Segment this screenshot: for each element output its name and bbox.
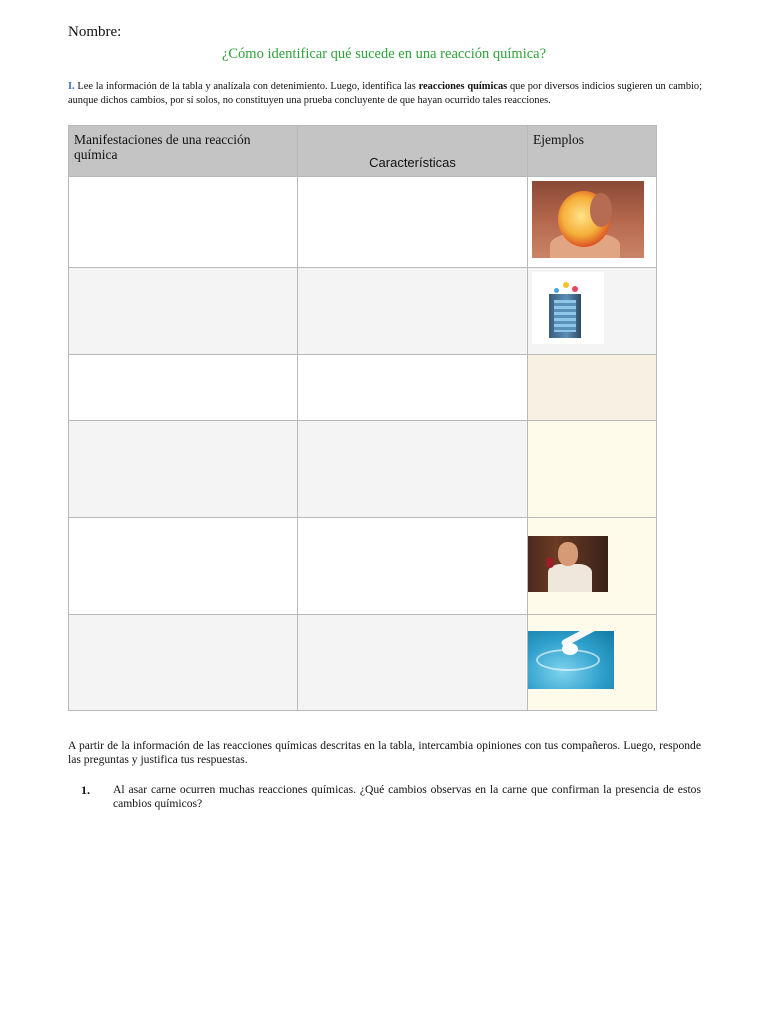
instructions-text-after: que por diversos indicios sugieren un cambio; aunque dichos cambios, por sí solos, no constituyen una prueba concluyente de que hayan ocurrido tales reacciones. (68, 81, 702, 106)
section-number: I. (68, 81, 75, 92)
characteristics-cell[interactable] (298, 518, 528, 615)
example-cell (528, 518, 657, 615)
header-caracteristicas: Características (298, 126, 528, 177)
table-row (69, 421, 657, 518)
instructions-text-before: Lee la información de la tabla y analízala con detenimiento. Luego, identifica las (74, 81, 419, 92)
characteristics-cell[interactable] (298, 421, 528, 518)
table-row (69, 355, 657, 421)
table-row (69, 518, 657, 615)
example-cell (528, 421, 657, 518)
name-label: Nombre: (68, 24, 122, 40)
battery-illustration (532, 272, 604, 344)
table-row (69, 177, 657, 268)
manifestation-cell[interactable] (69, 421, 298, 518)
page-title: ¿Cómo identificar qué sucede en una reacción química? (221, 46, 547, 62)
characteristics-cell[interactable] (298, 615, 528, 711)
manifestation-cell[interactable] (69, 268, 298, 355)
apple-photo (532, 181, 644, 258)
characteristics-cell[interactable] (298, 177, 528, 268)
characteristics-cell[interactable] (298, 268, 528, 355)
table-header-row (69, 126, 657, 177)
example-cell (528, 355, 657, 421)
reactions-table (68, 125, 657, 711)
instructions-bold: reacciones químicas (418, 81, 508, 92)
water-glass-spoon-photo (528, 631, 614, 689)
question-number: 1. (81, 783, 90, 797)
example-cell (528, 268, 657, 355)
manifestation-cell[interactable] (69, 355, 298, 421)
question-text: Al asar carne ocurren muchas reacciones químicas. ¿Qué cambios observas en la carne que confirman la presencia de estos cambios químicos? (113, 783, 701, 810)
manifestation-cell[interactable] (69, 177, 298, 268)
discussion-paragraph: A partir de la información de las reacciones químicas descritas en la tabla, intercambia opiniones con tus compañeros. Luego, responde las preguntas y justifica tus respuestas. (68, 739, 701, 766)
manifestation-cell[interactable] (69, 615, 298, 711)
instructions (68, 80, 702, 108)
header-manifestaciones: Manifestaciones de una reacción química (69, 126, 298, 177)
example-cell (528, 177, 657, 268)
example-cell (528, 615, 657, 711)
header-ejemplos: Ejemplos (528, 126, 657, 177)
table-row (69, 268, 657, 355)
characteristics-cell[interactable] (298, 355, 528, 421)
manifestation-cell[interactable] (69, 518, 298, 615)
wine-tasting-photo (528, 536, 608, 592)
table-row (69, 615, 657, 711)
